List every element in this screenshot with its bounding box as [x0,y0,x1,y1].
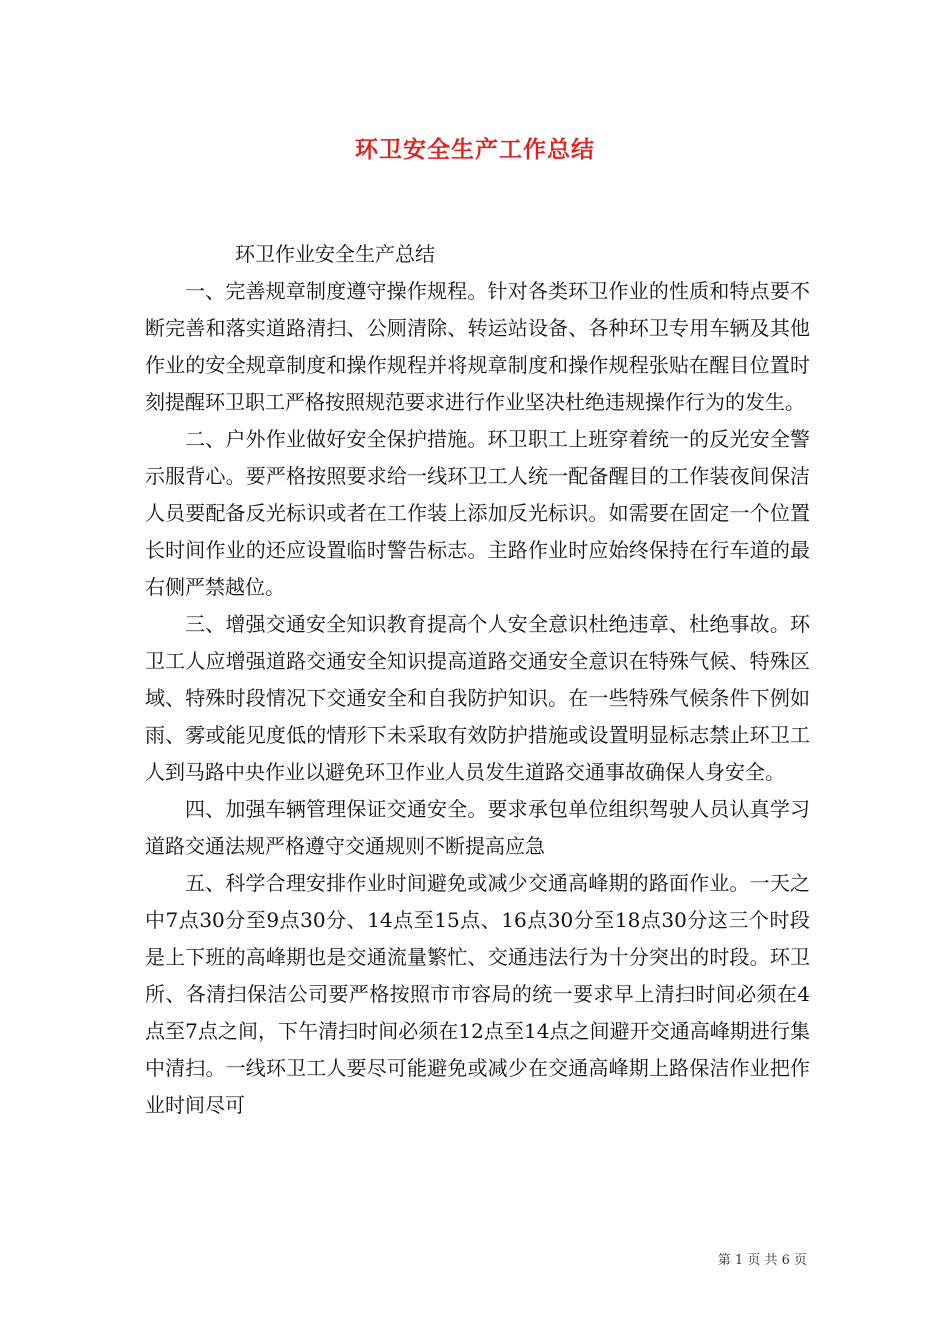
document-subtitle: 环卫作业安全生产总结 [235,242,435,266]
document-body [145,236,810,1124]
page-number-footer: 第 1 页 共 6 页 [717,1253,807,1268]
paragraph-5: 五、科学合理安排作业时间避免或减少交通高峰期的路面作业。一天之中7点30分至9点30分、14点至15点、16点30分至18点30分这三个时段是上下班的高峰期也是交通流量繁忙、交通违法行为十分突出的时段。环卫所、各清扫保洁公司要严格按照市市容局的统一要求早上清扫时间必须在4点至7点之间，下午清扫时间必须在12点至14点之间避开交通高峰期进行集中清扫。一线环卫工人要尽可能避免或减少在交通高峰期上路保洁作业把作业时间尽可 [145,871,810,1117]
document-title: 环卫安全生产工作总结 [355,136,595,163]
paragraph-1: 一、完善规章制度遵守操作规程。针对各类环卫作业的性质和特点要不断完善和落实道路清扫、公厕清除、转运站设备、各种环卫专用车辆及其他作业的安全规章制度和操作规程并将规章制度和操作规程张贴在醒目位置时刻提醒环卫职工严格按照规范要求进行作业坚决杜绝违规操作行为的发生。 [145,279,810,414]
paragraph-3: 三、增强交通安全知识教育提高个人安全意识杜绝违章、杜绝事故。环卫工人应增强道路交通安全知识提高道路交通安全意识在特殊气候、特殊区域、特殊时段情况下交通安全和自我防护知识。在一些特殊气候条件下例如雨、雾或能见度低的情形下未采取有效防护措施或设置明显标志禁止环卫工人到马路中央作业以避免环卫作业人员发生道路交通事故确保人身安全。 [145,612,810,784]
paragraph-4: 四、加强车辆管理保证交通安全。要求承包单位组织驾驶人员认真学习道路交通法规严格遵守交通规则不断提高应急 [145,797,810,858]
paragraph-2: 二、户外作业做好安全保护措施。环卫职工上班穿着统一的反光安全警示服背心。要严格按照要求给一线环卫工人统一配备醒目的工作装夜间保洁人员要配备反光标识或者在工作装上添加反光标识。如需要在固定一个位置长时间作业的还应设置临时警告标志。主路作业时应始终保持在行车道的最右侧严禁越位。 [145,427,810,599]
